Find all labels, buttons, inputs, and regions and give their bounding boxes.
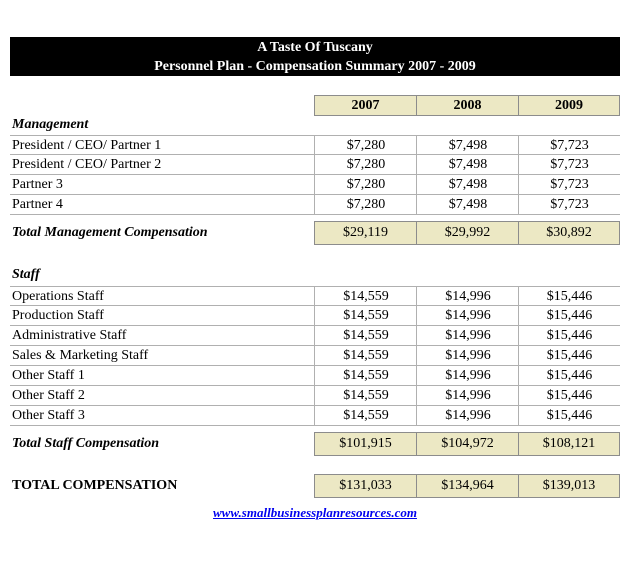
year-header-2008: 2008: [416, 95, 519, 116]
section-label-management: Management: [12, 117, 89, 132]
value-cell: $14,996: [416, 366, 519, 385]
value-cell: $7,280: [314, 136, 417, 155]
company-title: A Taste Of Tuscany: [257, 40, 373, 55]
grand-total-label: TOTAL COMPENSATION: [12, 478, 178, 493]
value-cell: $7,723: [518, 175, 620, 194]
report-subtitle: Personnel Plan - Compensation Summary 2007 - 2009: [154, 59, 476, 74]
grand-total-row: [10, 474, 620, 498]
total-cell: $29,992: [416, 221, 519, 245]
row-label: Administrative Staff: [12, 328, 127, 343]
value-cell: $14,996: [416, 346, 519, 365]
value-cell: $14,559: [314, 326, 417, 345]
value-cell: $14,559: [314, 306, 417, 325]
total-cell: $29,119: [314, 221, 417, 245]
value-cell: $14,996: [416, 287, 519, 306]
table-header-banner: [10, 37, 620, 76]
table-row: [10, 346, 620, 366]
table-row: [10, 386, 620, 406]
total-cell: $30,892: [518, 221, 620, 245]
total-staff-row: [10, 432, 620, 456]
value-cell: $7,723: [518, 195, 620, 214]
value-cell: $14,559: [314, 287, 417, 306]
value-cell: $14,996: [416, 386, 519, 405]
value-cell: $7,498: [416, 136, 519, 155]
value-cell: $7,498: [416, 175, 519, 194]
value-cell: $14,996: [416, 306, 519, 325]
value-cell: $14,559: [314, 366, 417, 385]
value-cell: $15,446: [518, 306, 620, 325]
row-label: Other Staff 1: [12, 368, 85, 383]
value-cell: $7,723: [518, 136, 620, 155]
total-management-row: [10, 221, 620, 245]
table-row: [10, 326, 620, 346]
value-cell: $14,996: [416, 326, 519, 345]
row-label: Other Staff 2: [12, 388, 85, 403]
row-label: Sales & Marketing Staff: [12, 348, 149, 363]
value-cell: $14,559: [314, 346, 417, 365]
value-cell: $15,446: [518, 346, 620, 365]
grand-total-cell: $139,013: [518, 474, 620, 498]
row-label: President / CEO/ Partner 1: [12, 138, 162, 153]
row-label: Partner 4: [12, 197, 63, 212]
table-row: [10, 406, 620, 426]
row-label: President / CEO/ Partner 2: [12, 157, 162, 172]
value-cell: $15,446: [518, 287, 620, 306]
total-cell: $108,121: [518, 432, 620, 456]
table-row: [10, 286, 620, 306]
year-header-2007: 2007: [314, 95, 417, 116]
table-row: [10, 195, 620, 215]
total-cell: $104,972: [416, 432, 519, 456]
value-cell: $7,723: [518, 155, 620, 174]
row-label: Partner 3: [12, 177, 63, 192]
table-row: [10, 366, 620, 386]
table-row: [10, 306, 620, 326]
table-row: [10, 175, 620, 195]
value-cell: $7,280: [314, 175, 417, 194]
value-cell: $15,446: [518, 366, 620, 385]
value-cell: $15,446: [518, 386, 620, 405]
grand-total-cell: $134,964: [416, 474, 519, 498]
value-cell: $14,559: [314, 406, 417, 425]
value-cell: $7,498: [416, 155, 519, 174]
section-label-staff: Staff: [12, 267, 40, 282]
value-cell: $7,280: [314, 155, 417, 174]
value-cell: $15,446: [518, 326, 620, 345]
total-label: Total Staff Compensation: [12, 436, 160, 451]
value-cell: $15,446: [518, 406, 620, 425]
row-label: Operations Staff: [12, 289, 104, 304]
value-cell: $7,280: [314, 195, 417, 214]
value-cell: $7,498: [416, 195, 519, 214]
value-cell: $14,559: [314, 386, 417, 405]
website-link[interactable]: www.smallbusinessplanresources.com: [213, 505, 417, 520]
year-header-2009: 2009: [518, 95, 620, 116]
total-label: Total Management Compensation: [12, 225, 208, 240]
value-cell: $14,996: [416, 406, 519, 425]
grand-total-cell: $131,033: [314, 474, 417, 498]
row-label: Other Staff 3: [12, 408, 85, 423]
row-label: Production Staff: [12, 308, 104, 323]
table-row: [10, 135, 620, 155]
total-cell: $101,915: [314, 432, 417, 456]
table-row: [10, 155, 620, 175]
